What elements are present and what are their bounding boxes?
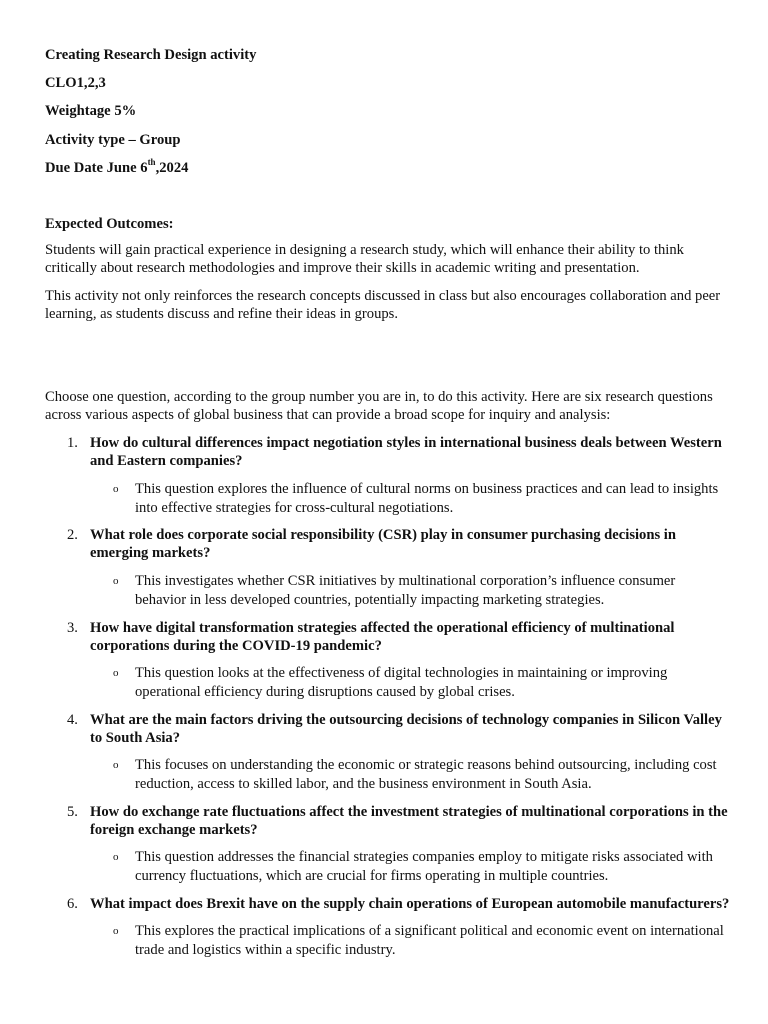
due-date-superscript: th: [147, 157, 156, 168]
outcomes-paragraph-1: Students will gain practical experience in designing a research study, which will enhance their ability to think critically about research methodologies and improve their skills in academic writing and presentation.: [45, 242, 684, 276]
question-number: 2.: [67, 527, 78, 543]
question-detail-text: This focuses on understanding the economic or strategic reasons behind outsourcing, including cost reduction, access to skilled labor, and the business environment in South Asia.: [135, 757, 717, 792]
question-text: How do exchange rate fluctuations affect the investment strategies of multinational corporations in the foreign exchange markets?: [90, 804, 728, 838]
question-text: How have digital transformation strategies affected the operational efficiency of multinational corporations during the COVID-19 pandemic?: [90, 620, 675, 654]
due-date-line: [45, 159, 188, 177]
clo-line: CLO1,2,3: [45, 75, 106, 91]
bullet-marker: o: [113, 483, 119, 495]
bullet-marker: o: [113, 851, 119, 863]
due-date-suffix: ,2024: [155, 160, 189, 176]
expected-outcomes-heading: Expected Outcomes:: [45, 216, 174, 232]
question-number: 4.: [67, 712, 78, 728]
question-detail-text: This explores the practical implications of a significant political and economic event on international trade and logistics within a specific industry.: [135, 923, 724, 958]
bullet-marker: o: [113, 575, 119, 587]
question-number: 5.: [67, 804, 78, 820]
question-number: 1.: [67, 435, 78, 451]
bullet-marker: o: [113, 667, 119, 679]
question-detail-text: This investigates whether CSR initiatives by multinational corporation’s influence consumer behavior in less developed countries, potentially impacting marketing strategies.: [135, 573, 676, 608]
activity-type-line: Activity type – Group: [45, 132, 181, 148]
bullet-marker: o: [113, 759, 119, 771]
questions-intro: Choose one question, according to the group number you are in, to do this activity. Here are six research questions across various aspects of global business that can provide a broad scope for inquiry and analysis:: [45, 389, 713, 423]
question-text: What are the main factors driving the outsourcing decisions of technology companies in Silicon Valley to South Asia?: [90, 712, 722, 746]
question-number: 6.: [67, 896, 78, 912]
bullet-marker: o: [113, 925, 119, 937]
due-date-prefix: Due Date June 6: [45, 160, 148, 176]
question-text: What impact does Brexit have on the supply chain operations of European automobile manufacturers?: [90, 896, 730, 912]
question-text: How do cultural differences impact negotiation styles in international business deals between Western and Eastern companies?: [90, 435, 722, 469]
weightage-line: Weightage 5%: [45, 103, 137, 119]
question-detail-text: This question addresses the financial strategies companies employ to mitigate risks associated with currency fluctuations, which are crucial for firms operating in multiple countries.: [135, 849, 713, 884]
outcomes-paragraph-2: This activity not only reinforces the research concepts discussed in class but also encourages collaboration and peer learning, as students discuss and refine their ideas in groups.: [45, 288, 721, 322]
question-detail-text: This question explores the influence of cultural norms on business practices and can lead to insights into effective strategies for cross-cultural negotiations.: [135, 481, 719, 516]
activity-title: Creating Research Design activity: [45, 47, 257, 63]
question-number: 3.: [67, 620, 78, 636]
question-detail-text: This question looks at the effectiveness of digital technologies in maintaining or improving operational efficiency during disruptions caused by global crises.: [135, 665, 668, 700]
question-text: What role does corporate social responsibility (CSR) play in consumer purchasing decisions in emerging markets?: [90, 527, 676, 561]
